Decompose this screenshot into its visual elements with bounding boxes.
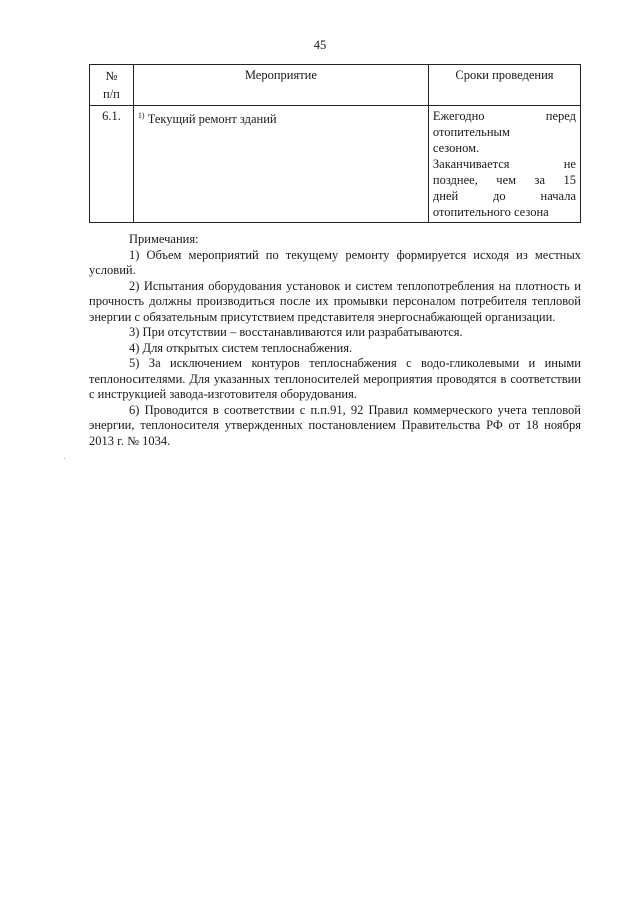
term-line: Ежегодно перед <box>432 109 576 123</box>
term-line: отопительного сезона <box>432 205 549 219</box>
footnote-ref: 1) <box>137 111 145 120</box>
header-number-abbr: п/п <box>103 87 120 101</box>
row-number: 6.1. <box>90 106 134 223</box>
notes-heading: Примечания: <box>129 232 199 246</box>
header-term: Сроки проведения <box>428 65 580 106</box>
table-header-row <box>90 65 581 106</box>
header-number-symbol: № <box>105 69 118 83</box>
measures-table <box>89 64 581 223</box>
term-line: отопительным <box>432 125 510 139</box>
note-item: 5) За исключением контуров теплоснабжения с водо-гликолевыми и иными теплоносителями. Для указанных теплоносителей мероприятия проводятся в соответствии с инструкцией завода-изготовителя оборудования. <box>89 356 581 401</box>
header-number <box>90 65 134 106</box>
note-item: 1) Объем мероприятий по текущему ремонту формируется исходя из местных условий. <box>89 247 581 277</box>
header-event: Мероприятие <box>133 65 428 106</box>
note-item: 4) Для открытых систем теплоснабжения. <box>129 340 353 355</box>
notes-section <box>89 232 581 449</box>
row-term <box>428 106 580 223</box>
scan-speck <box>64 458 65 459</box>
term-line: сезоном. <box>432 141 480 155</box>
table-row <box>90 106 581 223</box>
term-line: Заканчивается не <box>432 157 576 171</box>
term-line: дней до начала <box>432 189 576 203</box>
page-number: 45 <box>313 38 327 52</box>
note-item: 3) При отсутствии – восстанавливаются или разрабатываются. <box>129 325 463 339</box>
note-item: 2) Испытания оборудования установок и систем теплопотребления на плотность и прочность должны производиться после их промывки персоналом потребителя тепловой энергии с обязательным присутствием представителя энергоснабжающей организации. <box>89 278 581 324</box>
row-event <box>133 106 428 223</box>
row-event-text: Текущий ремонт зданий <box>147 112 277 126</box>
term-line: позднее, чем за 15 <box>432 173 576 187</box>
note-item: 6) Проводится в соответствии с п.п.91, 92 Правил коммерческого учета тепловой энергии, теплоносителя утвержденных постановлением Правительства РФ от 18 ноября 2013 г. № 1034. <box>89 402 581 448</box>
